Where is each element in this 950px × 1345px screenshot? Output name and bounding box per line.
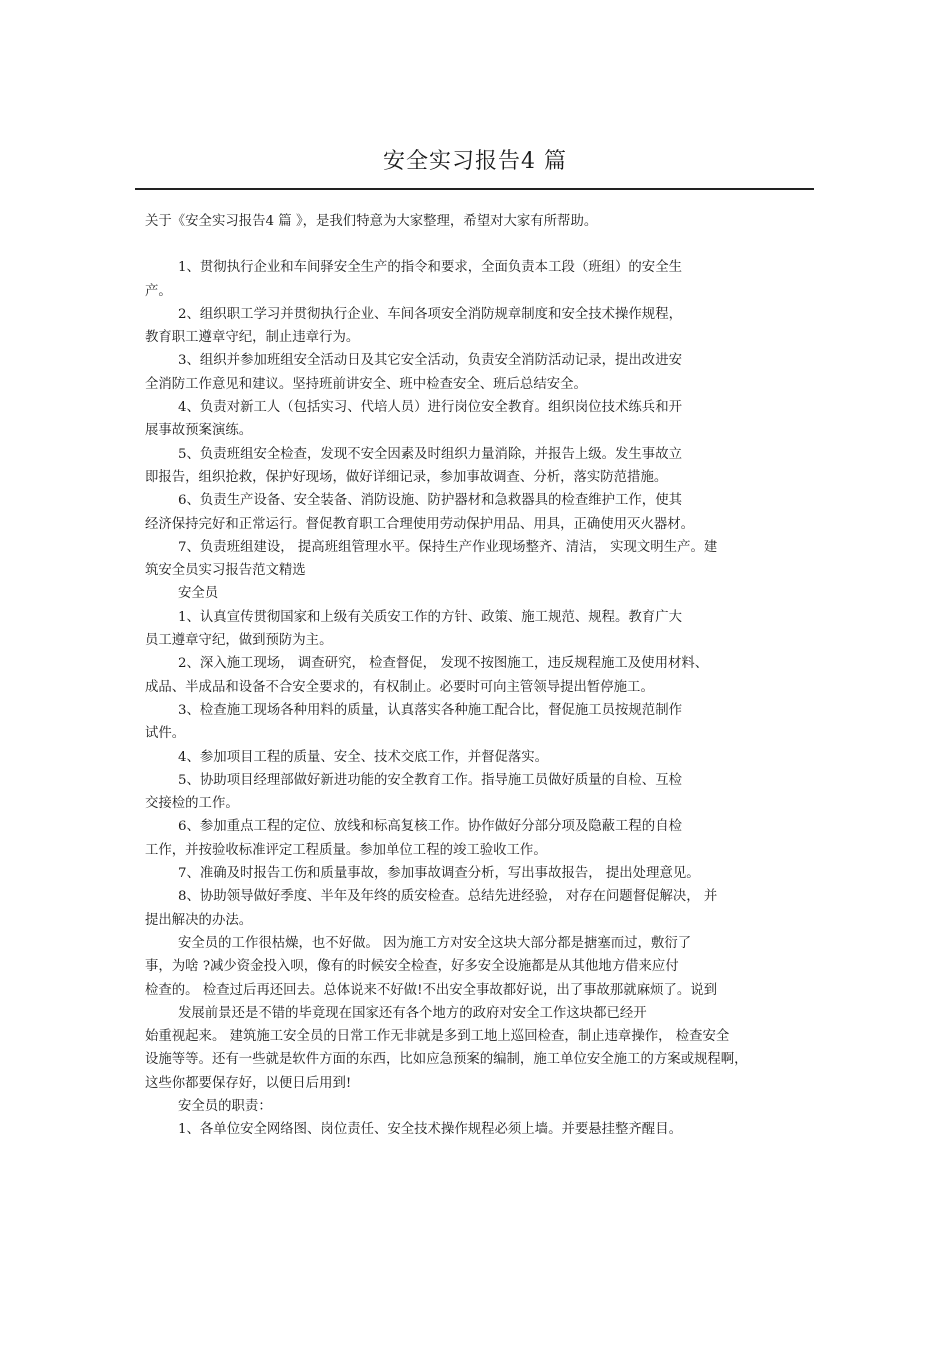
text-line: 安全员 bbox=[178, 586, 219, 602]
title-divider bbox=[135, 188, 814, 190]
text-line: 产。 bbox=[145, 283, 172, 299]
text-line: 1、贯彻执行企业和车间驿安全生产的指令和要求，全面负责本工段（班组）的安全生 bbox=[178, 260, 682, 276]
page-title: 安全实习报告4 篇 bbox=[383, 149, 567, 174]
text-line: 7、负责班组建设， 提高班组管理水平。保持生产作业现场整齐、清洁， 实现文明生产。建 bbox=[178, 539, 718, 555]
text-line: 交接检的工作。 bbox=[145, 796, 239, 812]
text-line: 5、负责班组安全检查，发现不安全因素及时组织力量消除，并报告上级。发生事故立 bbox=[178, 446, 682, 462]
text-line: 事，为啥 ?减少资金投入呗，像有的时候安全检查，好多安全设施都是从其他地方借来应付 bbox=[145, 959, 679, 975]
paragraph-gap bbox=[145, 233, 815, 256]
text-line: 工作，并按验收标准评定工程质量。参加单位工程的竣工验收工作。 bbox=[145, 842, 547, 858]
text-line: 设施等等。还有一些就是软件方面的东西，比如应急预案的编制，施工单位安全施工的方案或规程啊， bbox=[145, 1052, 748, 1068]
text-line: 5、协助项目经理部做好新进功能的安全教育工作。指导施工员做好质量的自检、互检 bbox=[178, 772, 682, 788]
document-body bbox=[145, 210, 815, 1142]
text-line: 筑安全员实习报告范文精选 bbox=[145, 563, 306, 579]
text-line: 即报告，组织抢救，保护好现场，做好详细记录，参加事故调查、分析，落实防范措施。 bbox=[145, 469, 668, 485]
body-lines bbox=[145, 256, 815, 1141]
text-line: 3、检查施工现场各种用料的质量，认真落实各种施工配合比，督促施工员按规范制作 bbox=[178, 702, 682, 718]
text-line: 2、深入施工现场， 调查研究， 检查督促， 发现不按图施工，违反规程施工及使用材料、 bbox=[178, 656, 709, 672]
text-line: 1、各单位安全网络图、岗位责任、安全技术操作规程必须上墙。并要悬挂整齐醒目。 bbox=[178, 1122, 682, 1138]
text-line: 6、参加重点工程的定位、放线和标高复核工作。协作做好分部分项及隐蔽工程的自检 bbox=[178, 819, 682, 835]
text-line: 1、认真宣传贯彻国家和上级有关质安工作的方针、政策、施工规范、规程。教育广大 bbox=[178, 609, 682, 625]
text-line: 全消防工作意见和建议。坚持班前讲安全、班中检查安全、班后总结安全。 bbox=[145, 376, 587, 392]
text-line: 始重视起来。 建筑施工安全员的日常工作无非就是多到工地上巡回检查，制止违章操作， 检查安全 bbox=[145, 1029, 730, 1045]
text-line: 4、参加项目工程的质量、安全、技术交底工作，并督促落实。 bbox=[178, 749, 549, 765]
text-line: 6、负责生产设备、安全装备、消防设施、防护器材和急救器具的检查维护工作，使其 bbox=[178, 493, 682, 509]
intro-paragraph: 关于《安全实习报告4 篇 》，是我们特意为大家整理，希望对大家有所帮助。 bbox=[145, 214, 598, 229]
text-line: 成品、半成品和设备不合安全要求的，有权制止。必要时可向主管领导提出暂停施工。 bbox=[145, 679, 654, 695]
text-line: 教育职工遵章守纪，制止违章行为。 bbox=[145, 330, 360, 346]
text-line: 试件。 bbox=[145, 726, 186, 742]
text-line: 展事故预案演练。 bbox=[145, 423, 253, 439]
text-line: 3、组织并参加班组安全活动日及其它安全活动，负责安全消防活动记录，提出改进安 bbox=[178, 353, 682, 369]
text-line: 这些你都要保存好，以便日后用到! bbox=[145, 1075, 352, 1091]
text-line: 检查的。 检查过后再还回去。总体说来不好做!不出安全事故都好说，出了事故那就麻烦了。说到 bbox=[145, 982, 718, 998]
text-line: 4、负责对新工人（包括实习、代培人员）进行岗位安全教育。组织岗位技术练兵和开 bbox=[178, 400, 682, 416]
text-line: 8、协助领导做好季度、半年及年终的质安检查。总结先进经验， 对存在问题督促解决， 并 bbox=[178, 889, 718, 905]
text-line: 安全员的职责： bbox=[178, 1098, 272, 1114]
text-line: 安全员的工作很枯燥，也不好做。 因为施工方对安全这块大部分都是搪塞而过，敷衍了 bbox=[178, 935, 692, 951]
text-line: 2、组织职工学习并贯彻执行企业、车间各项安全消防规章制度和安全技术操作规程， bbox=[178, 306, 682, 322]
text-line: 员工遵章守纪，做到预防为主。 bbox=[145, 633, 333, 649]
text-line: 发展前景还是不错的毕竟现在国家还有各个地方的政府对安全工作这块都已经开 bbox=[178, 1005, 647, 1021]
text-line: 7、准确及时报告工伤和质量事故，参加事故调查分析，写出事故报告， 提出处理意见。 bbox=[178, 866, 700, 882]
text-line: 提出解决的办法。 bbox=[145, 912, 253, 928]
text-line: 经济保持完好和正常运行。督促教育职工合理使用劳动保护用品、用具，正确使用灭火器材。 bbox=[145, 516, 695, 532]
